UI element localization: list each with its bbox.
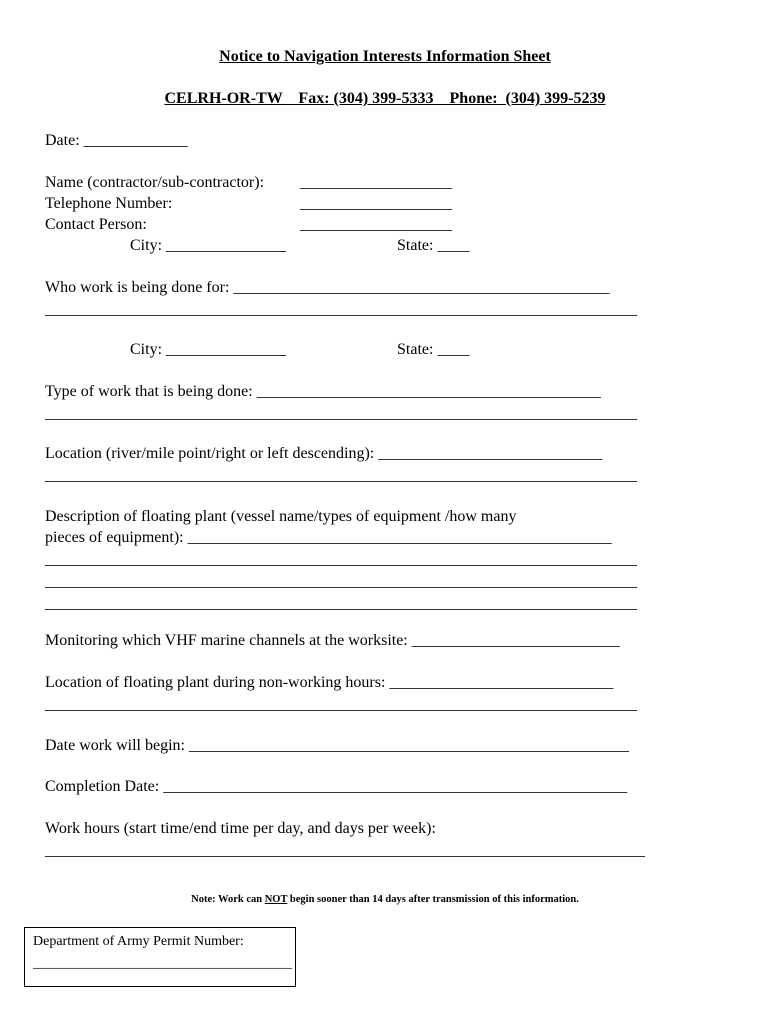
office-code: CELRH-OR-TW: [164, 90, 283, 107]
work-hours-label: Work hours (start time/end time per day, and days per week):: [45, 820, 436, 837]
floating-line4[interactable]: __________________________________________________________________________: [45, 573, 637, 590]
floating-line3[interactable]: __________________________________________________________________________: [45, 551, 637, 568]
name-label: Name (contractor/sub-contractor):: [45, 174, 265, 191]
permit-box: [24, 927, 296, 987]
name-field[interactable]: ___________________: [300, 174, 452, 191]
permit-field[interactable]: _____________________________________: [33, 956, 292, 971]
date-field[interactable]: Date: _____________: [45, 132, 188, 149]
who-for-field[interactable]: Who work is being done for: _______________________________________________: [45, 279, 610, 296]
telephone-field[interactable]: ___________________: [300, 195, 452, 212]
phone-number: Phone: (304) 399-5239: [449, 90, 606, 107]
location-field[interactable]: Location (river/mile point/right or left descending): ____________________________: [45, 445, 603, 462]
begin-date-field[interactable]: Date work will begin: _______________________________________________________: [45, 737, 629, 754]
nonworking-field[interactable]: Location of floating plant during non-working hours: ____________________________: [45, 674, 614, 691]
type-work-line2[interactable]: __________________________________________________________________________: [45, 405, 637, 422]
contact-header: [0, 89, 770, 109]
type-work-field[interactable]: Type of work that is being done: ___________________________________________: [45, 383, 601, 400]
floating-line5[interactable]: __________________________________________________________________________: [45, 595, 637, 612]
location-line2[interactable]: __________________________________________________________________________: [45, 467, 637, 484]
nonworking-line2[interactable]: __________________________________________________________________________: [45, 696, 637, 713]
contact-label: Contact Person:: [45, 216, 147, 233]
city-field-2[interactable]: City: _______________: [130, 341, 287, 358]
note-emphasis: NOT: [264, 894, 288, 905]
fax-number: Fax: (304) 399-5333: [298, 90, 434, 107]
page-title: Notice to Navigation Interests Information Sheet: [219, 48, 551, 65]
completion-date-field[interactable]: Completion Date: __________________________________________________________: [45, 778, 628, 795]
contact-field[interactable]: ___________________: [300, 216, 452, 233]
permit-label: Department of Army Permit Number:: [33, 934, 244, 949]
note-text: [0, 890, 770, 910]
state-field-1[interactable]: State: ____: [397, 237, 470, 254]
city-field-1[interactable]: City: _______________: [130, 237, 287, 254]
who-for-line2[interactable]: __________________________________________________________________________: [45, 301, 637, 318]
floating-desc-label: Description of floating plant (vessel name/types of equipment /how many: [45, 508, 517, 525]
floating-desc-field[interactable]: pieces of equipment): _____________________________________________________: [45, 529, 612, 546]
vhf-field[interactable]: Monitoring which VHF marine channels at the worksite: __________________________: [45, 632, 620, 649]
telephone-label: Telephone Number:: [45, 195, 173, 212]
note-suffix: begin sooner than 14 days after transmission of this information.: [287, 894, 579, 905]
work-hours-field[interactable]: ___________________________________________________________________________: [45, 842, 645, 859]
state-field-2[interactable]: State: ____: [397, 341, 470, 358]
note-prefix: Note: Work can: [191, 894, 265, 905]
